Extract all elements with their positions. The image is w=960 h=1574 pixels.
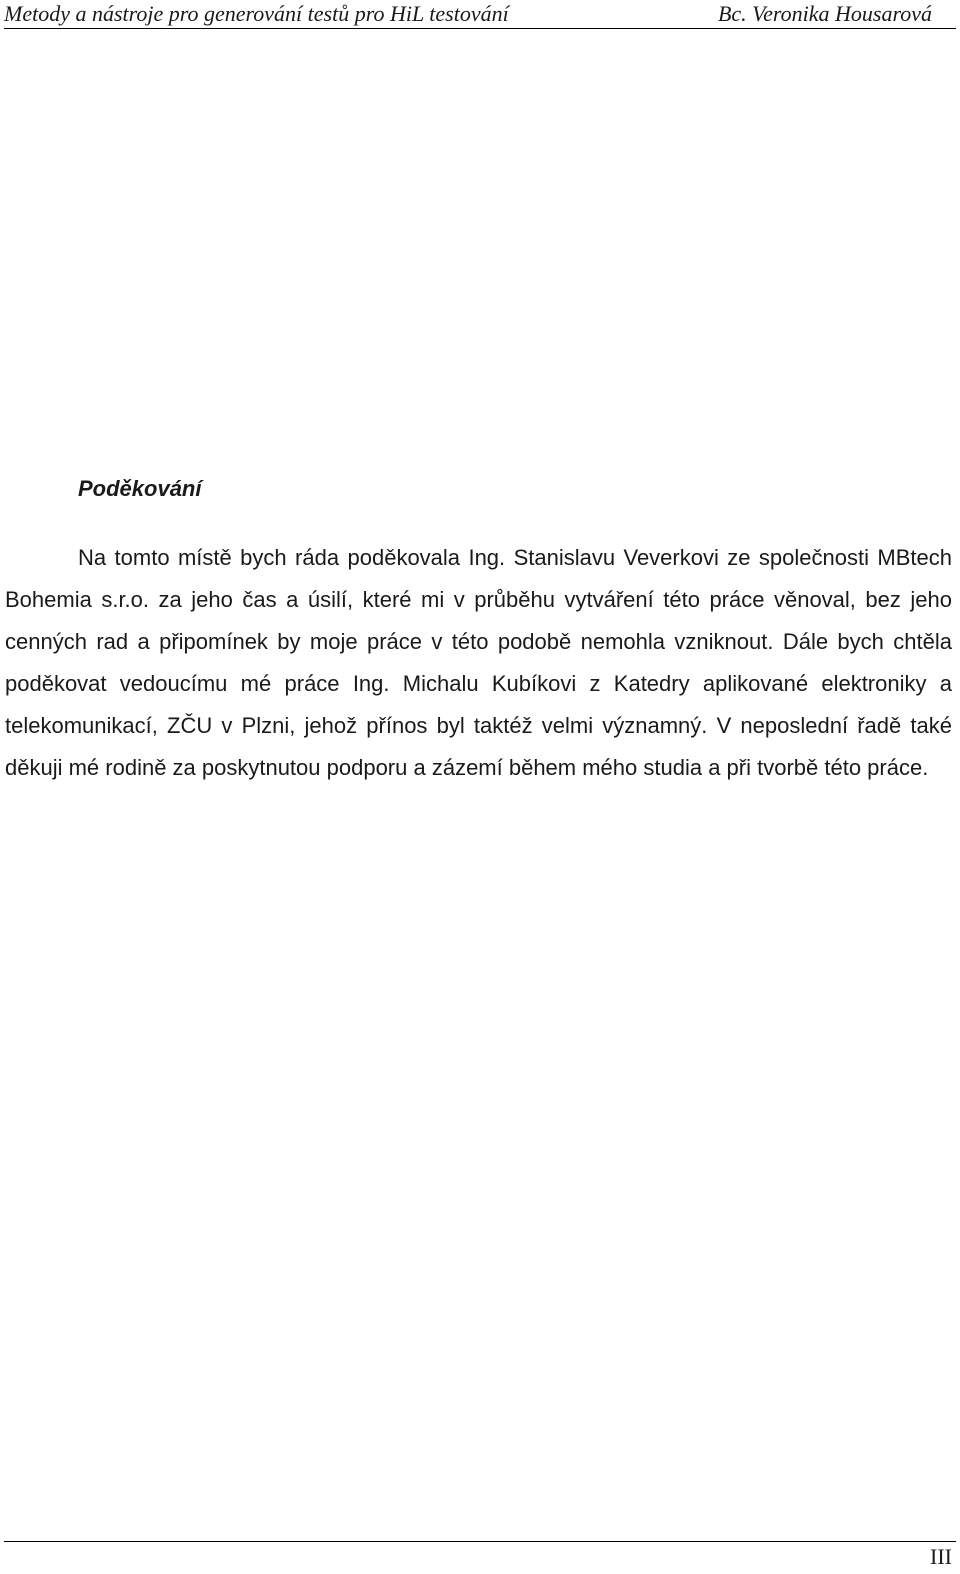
header-author: Bc. Veronika Housarová — [717, 1, 932, 26]
footer-divider — [4, 1541, 956, 1542]
page-number: III — [930, 1544, 952, 1569]
acknowledgement-paragraph: Na tomto místě bych ráda poděkovala Ing. Stanislavu Veverkovi ze společnosti MBtech Bohemia s.r.o. za jeho čas a úsilí, které mi v průběhu vytváření této práce věnoval, bez jeho cenných rad a připomínek by moje práce v této podobě nemohla vzniknout. Dále bych chtěla poděkovat vedoucímu mé práce Ing. Michalu Kubíkovi z Katedry aplikované elektroniky a telekomunikací, ZČU v Plzni, jehož přínos byl taktéž velmi významný. V neposlední řadě také děkuji mé rodině za poskytnutou podporu a zázemí během mého studia a při tvorbě této práce. — [5, 545, 952, 780]
page-header — [4, 0, 956, 29]
section-title: Poděkování — [78, 476, 202, 501]
header-thesis-title: Metody a nástroje pro generování testů pro HiL testování — [4, 1, 509, 26]
